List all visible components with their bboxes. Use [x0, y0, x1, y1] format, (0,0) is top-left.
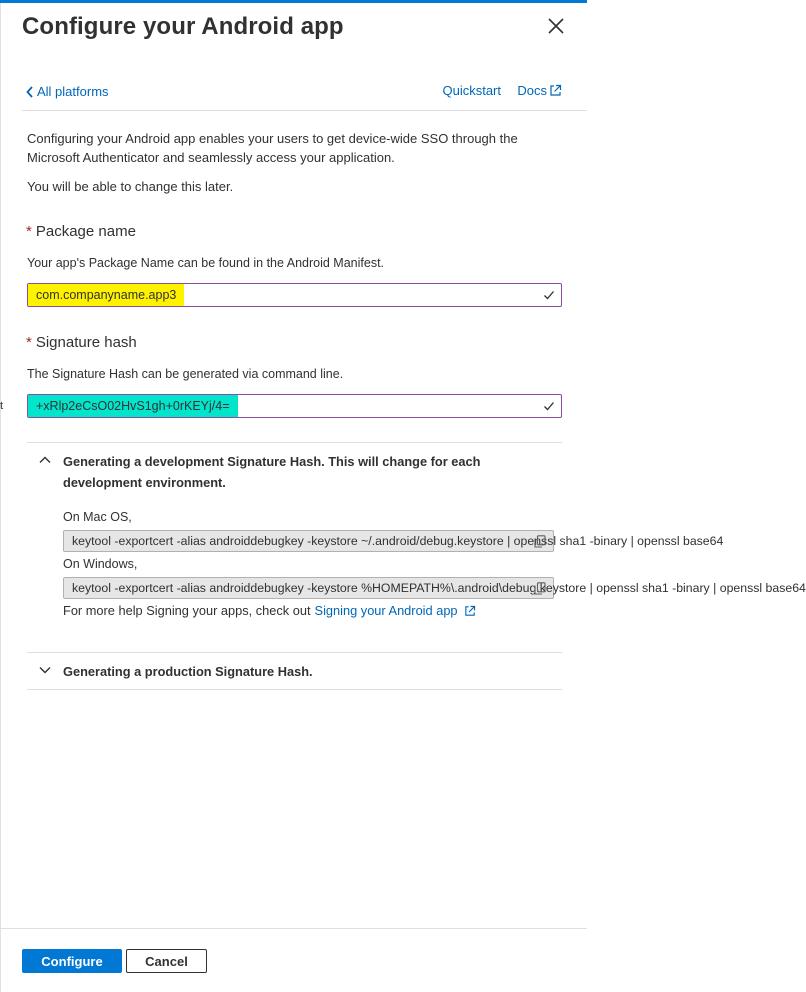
docs-link[interactable]: [517, 83, 562, 98]
dev-signature-accordion-title: Generating a development Signature Hash. This will change for each development environment.: [63, 454, 481, 490]
panel-left-edge: [0, 3, 4, 992]
windows-command-text: keytool -exportcert -alias androiddebugkey -keystore %HOMEPATH%\.android\debug.keystore | openssl sha1 -binary | openssl base64: [72, 581, 806, 595]
all-platforms-label: All platforms: [37, 84, 109, 99]
mac-os-label: On Mac OS,: [63, 510, 132, 524]
prod-signature-accordion-title: Generating a production Signature Hash.: [63, 664, 313, 679]
signing-help-line: [63, 603, 476, 618]
intro-description: Configuring your Android app enables your users to get device-wide SSO through the Microsoft Authenticator and seamlessly access your application.: [27, 131, 518, 165]
panel-title: Configure your Android app: [22, 13, 344, 40]
package-name-label-text: Package name: [35, 223, 136, 240]
all-platforms-link[interactable]: [26, 84, 109, 99]
checkmark-icon: [543, 400, 555, 412]
external-link-icon: [549, 84, 562, 97]
intro-note: You will be able to change this later.: [27, 179, 234, 194]
package-name-input[interactable]: [27, 283, 562, 307]
mac-command-box[interactable]: [63, 530, 724, 552]
windows-command-box[interactable]: [63, 577, 806, 599]
signature-hash-label-text: Signature hash: [35, 334, 137, 351]
windows-label: On Windows,: [63, 557, 138, 571]
panel-nav: [26, 82, 562, 104]
signature-hash-hint: The Signature Hash can be generated via command line.: [27, 367, 344, 381]
signature-hash-label: [26, 334, 137, 351]
quickstart-link[interactable]: Quickstart: [442, 83, 501, 98]
top-accent-bar: [0, 0, 587, 3]
chevron-up-icon: [38, 453, 52, 467]
package-name-value: com.companyname.app3: [28, 284, 184, 306]
prod-signature-accordion-header[interactable]: [38, 661, 558, 682]
section-divider: [27, 442, 562, 443]
section-divider: [27, 652, 562, 653]
cancel-button[interactable]: Cancel: [126, 949, 207, 973]
signing-android-app-link[interactable]: Signing your Android app: [314, 603, 458, 618]
footer-divider: [0, 928, 587, 929]
checkmark-icon: [543, 289, 555, 301]
copy-icon[interactable]: [534, 582, 546, 595]
signing-help-text: For more help Signing your apps, check out: [63, 603, 311, 618]
underlying-page-text: t: [0, 400, 4, 412]
signature-hash-input[interactable]: [27, 394, 562, 418]
close-icon[interactable]: [547, 17, 565, 35]
external-link-icon: [464, 605, 476, 617]
panel-header: [22, 13, 565, 45]
chevron-down-icon: [38, 663, 52, 677]
package-name-hint: Your app's Package Name can be found in the Android Manifest.: [27, 256, 385, 270]
mac-command-text: keytool -exportcert -alias androiddebugkey -keystore ~/.android/debug.keystore | openssl sha1 -binary | openssl base64: [72, 534, 724, 548]
dev-signature-accordion-header[interactable]: [38, 451, 558, 493]
chevron-left-icon: [26, 86, 34, 98]
required-mark: *: [26, 223, 32, 240]
signature-hash-value: +xRlp2eCsO02HvS1gh+0rKEYj/4=: [28, 395, 238, 417]
package-name-label: [26, 223, 136, 240]
copy-icon[interactable]: [534, 535, 546, 548]
configure-button[interactable]: Configure: [22, 949, 122, 973]
docs-label: Docs: [517, 83, 547, 98]
required-mark: *: [26, 334, 32, 351]
section-divider: [27, 689, 562, 690]
nav-divider: [22, 110, 587, 111]
